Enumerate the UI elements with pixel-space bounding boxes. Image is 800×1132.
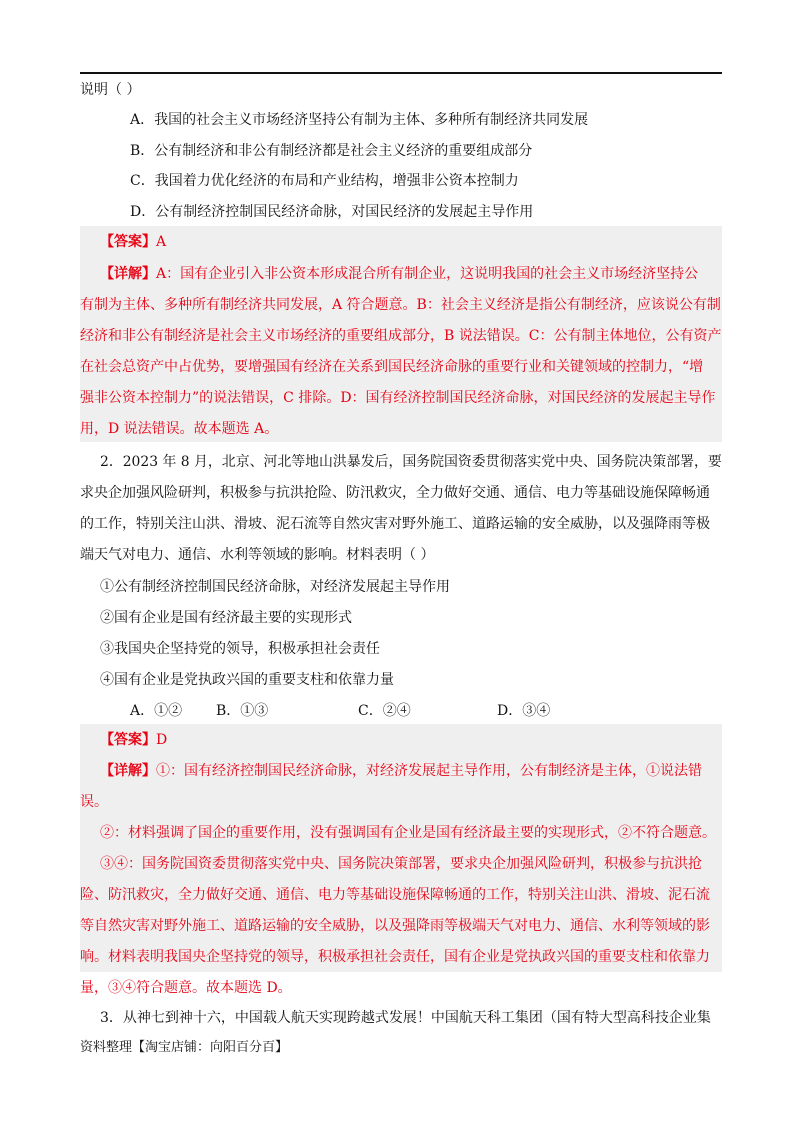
q1-detail-line-4: 在社会总资产中占优势，要增强国有经济在关系到国民经济命脉的重要行业和关键领域的控制力，“增 [80, 359, 704, 375]
q2-statement-2: ②国有企业是国有经济最主要的实现形式 [100, 610, 352, 626]
header-rule [80, 72, 722, 74]
q2-choice-d: D．③④ [497, 703, 551, 719]
q1-option-c: C．我国着力优化经济的布局和产业结构，增强非公资本控制力 [130, 173, 519, 189]
q2-stem-line-2: 求央企加强风险研判，积极参与抗洪抢险、防汛救灾，全力做好交通、通信、电力等基础设施保障畅通 [80, 485, 710, 501]
q2-detail-line-2: 误。 [80, 794, 108, 810]
q2-detail-line-6: 等自然灾害对野外施工、道路运输的安全威胁，以及强降雨等极端天气对电力、通信、水利等领域的影 [80, 918, 710, 934]
q1-detail-line-1: 【详解】A：国有企业引入非公资本形成混合所有制企业，这说明我国的社会主义市场经济坚持公 [100, 266, 699, 282]
q1-stem-tail: 说明（ ） [80, 82, 141, 98]
q2-stem-line-3: 的工作，特别关注山洪、滑坡、泥石流等自然灾害对野外施工、道路运输的安全威胁，以及强降雨等极 [80, 516, 710, 532]
q2-choice-a: A．①② [130, 703, 183, 719]
q1-option-d: D．公有制经济控制国民经济命脉，对国民经济的发展起主导作用 [130, 204, 534, 220]
q2-stem-line-1: 2．2023 年 8 月，北京、河北等地山洪暴发后，国务院国资委贯彻落实党中央、国务院决策部署，要 [100, 454, 722, 470]
q1-detail-line-2: 有制为主体、多种所有制经济共同发展，A 符合题意。B：社会主义经济是指公有制经济，应该说公有制 [80, 297, 721, 313]
page-footer: 资料整理【淘宝店铺：向阳百分百】 [80, 1040, 289, 1055]
q2-detail-line-5: 险、防汛救灾，全力做好交通、通信、电力等基础设施保障畅通的工作，特别关注山洪、滑坡、泥石流 [80, 887, 710, 903]
q2-answer: 【答案】D [100, 732, 168, 748]
q1-detail-line-5: 强非公资本控制力”的说法错误，C 排除。D：国有经济控制国民经济命脉，对国民经济的发展起主导作 [80, 390, 716, 406]
q2-detail-line-8: 量，③④符合题意。故本题选 D。 [80, 980, 292, 996]
q1-detail-line-3: 经济和非公有制经济是社会主义市场经济的重要组成部分，B 说法错误。C：公有制主体地位，公有资产 [80, 328, 722, 344]
q3-stem-line-1: 3．从神七到神十六，中国载人航天实现跨越式发展！中国航天科工集团（国有特大型高科技企业集 [100, 1010, 711, 1026]
q1-detail-line-6: 用，D 说法错误。故本题选 A。 [80, 421, 279, 437]
q2-detail-line-4: ③④：国务院国资委贯彻落实党中央、国务院决策部署，要求央企加强风险研判，积极参与抗洪抢 [100, 856, 702, 872]
q2-detail-line-3: ②：材料强调了国企的重要作用，没有强调国有企业是国有经济最主要的实现形式，②不符合题意。 [100, 825, 716, 841]
q2-choice-b: B．①③ [216, 703, 269, 719]
q2-detail-line-1: 【详解】①：国有经济控制国民经济命脉，对经济发展起主导作用，公有制经济是主体，①说法错 [100, 763, 702, 779]
q1-option-b: B．公有制经济和非公有制经济都是社会主义经济的重要组成部分 [130, 143, 533, 159]
q2-statement-3: ③我国央企坚持党的领导，积极承担社会责任 [100, 641, 380, 657]
q2-statement-4: ④国有企业是党执政兴国的重要支柱和依靠力量 [100, 672, 394, 688]
q2-detail-line-7: 响。材料表明我国央企坚持党的领导，积极承担社会责任，国有企业是党执政兴国的重要支柱和依靠力 [80, 949, 710, 965]
q2-statement-1: ①公有制经济控制国民经济命脉，对经济发展起主导作用 [100, 579, 450, 595]
q2-choice-c: C．②④ [358, 703, 411, 719]
q2-stem-line-4: 端天气对电力、通信、水利等领域的影响。材料表明（ ） [80, 547, 435, 563]
q1-option-a: A．我国的社会主义市场经济坚持公有制为主体、多种所有制经济共同发展 [130, 112, 589, 128]
q1-answer: 【答案】A [100, 234, 167, 250]
